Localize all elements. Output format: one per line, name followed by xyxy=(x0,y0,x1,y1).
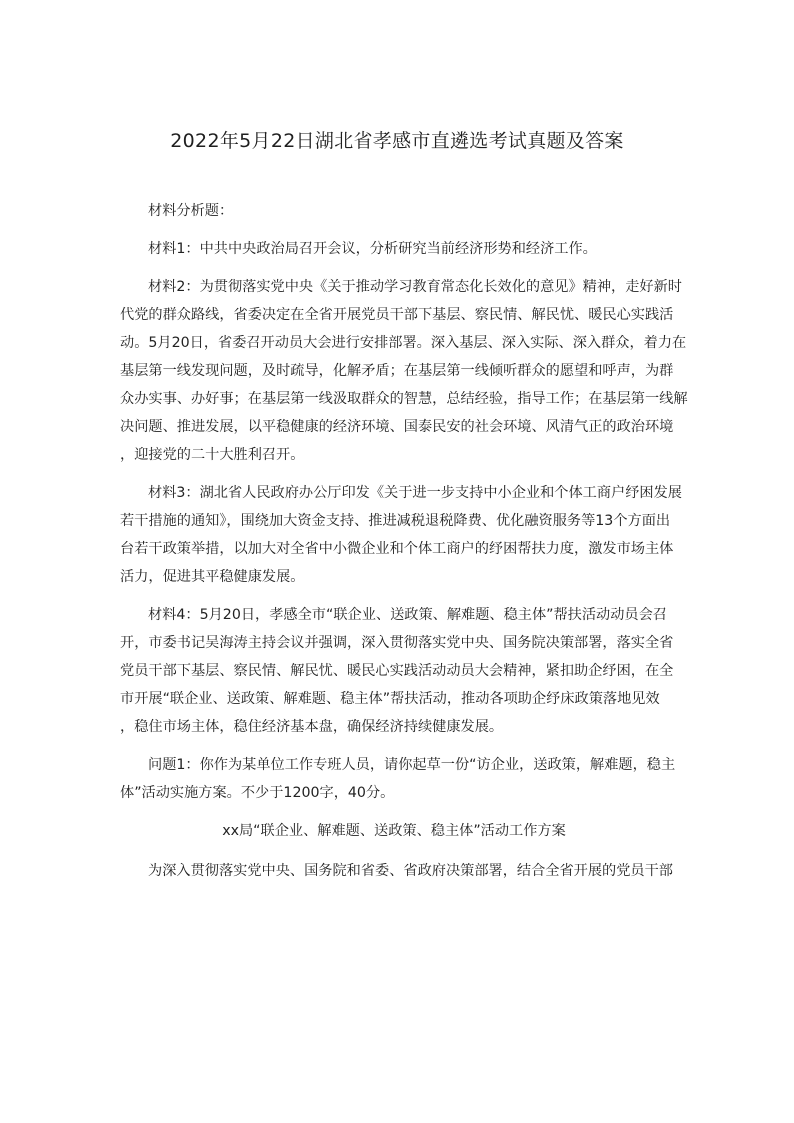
material-4-paragraph xyxy=(120,601,674,741)
material-2-line: 材料2：为贯彻落实党中央《关于推动学习教育常态化长效化的意见》精神，走好新时 xyxy=(148,279,682,295)
page-title: 2022年5月22日湖北省孝感市直遴选考试真题及答案 xyxy=(170,130,624,152)
material-2-line: 众办实事、办好事；在基层第一线汲取群众的智慧，总结经验，指导工作；在基层第一线解 xyxy=(120,391,688,407)
section-heading-text: 材料分析题： xyxy=(148,203,234,219)
material-3-line: 活力，促进其平稳健康发展。 xyxy=(120,569,305,585)
material-4-line: 材料4：5月20日，孝感全市“联企业、送政策、解难题、稳主体”帮扶活动动员会召 xyxy=(148,607,667,623)
document-body xyxy=(120,197,688,895)
material-2-line: ，迎接党的二十大胜利召开。 xyxy=(120,447,305,463)
material-4-line: 党员干部下基层、察民情、解民忧、暖民心实践活动动员大会精神，紧扣助企纾困，在全 xyxy=(120,663,674,679)
question-1-paragraph xyxy=(120,751,676,807)
material-3-paragraph xyxy=(120,479,682,591)
material-2-line: 决问题、推进发展，以平稳健康的经济环境、国泰民安的社会环境、风清气正的政治环境 xyxy=(120,419,674,435)
material-1-line: 材料1：中共中央政治局召开会议，分析研究当前经济形势和经济工作。 xyxy=(148,241,597,257)
answer-heading xyxy=(120,817,668,845)
question-1-line: 问题1：你作为某单位工作专班人员，请你起草一份“访企业，送政策，解难题，稳主 xyxy=(148,757,676,773)
answer-intro-paragraph xyxy=(148,857,673,885)
material-3-line: 台若干政策举措，以加大对全省中小微企业和个体工商户的纾困帮扶力度，激发市场主体 xyxy=(120,541,674,557)
material-3-line: 若干措施的通知》，围绕加大资金支持、推进减税退税降费、优化融资服务等13个方面出 xyxy=(120,513,671,529)
material-2-paragraph xyxy=(120,273,688,469)
material-4-line: 市开展“联企业、送政策、解难题、稳主体”帮扶活动，推动各项助企纾床政策落地见效 xyxy=(120,691,660,707)
material-3-line: 材料3：湖北省人民政府办公厅印发《关于进一步支持中小企业和个体工商户纾困发展 xyxy=(148,485,682,501)
material-1-paragraph xyxy=(148,235,668,263)
material-4-line: 开，市委书记吴海涛主持会议并强调，深入贯彻落实党中央、国务院决策部署，落实全省 xyxy=(120,635,674,651)
answer-heading-text: xx局“联企业、解难题、送政策、稳主体”活动工作方案 xyxy=(222,823,566,839)
material-4-line: ，稳住市场主体，稳住经济基本盘，确保经济持续健康发展。 xyxy=(120,719,504,735)
material-2-line: 动。5月20日，省委召开动员大会进行安排部署。深入基层、深入实际、深入群众，着力在 xyxy=(120,335,687,351)
answer-intro-line: 为深入贯彻落实党中央、国务院和省委、省政府决策部署，结合全省开展的党员干部 xyxy=(148,863,673,879)
material-2-line: 代党的群众路线，省委决定在全省开展党员干部下基层、察民情、解民忧、暖民心实践活 xyxy=(120,307,674,323)
question-1-line: 体”活动实施方案。不少于1200字，40分。 xyxy=(120,785,395,801)
section-heading xyxy=(148,197,668,225)
material-2-line: 基层第一线发现问题，及时疏导，化解矛盾；在基层第一线倾听群众的愿望和呼声，为群 xyxy=(120,363,674,379)
